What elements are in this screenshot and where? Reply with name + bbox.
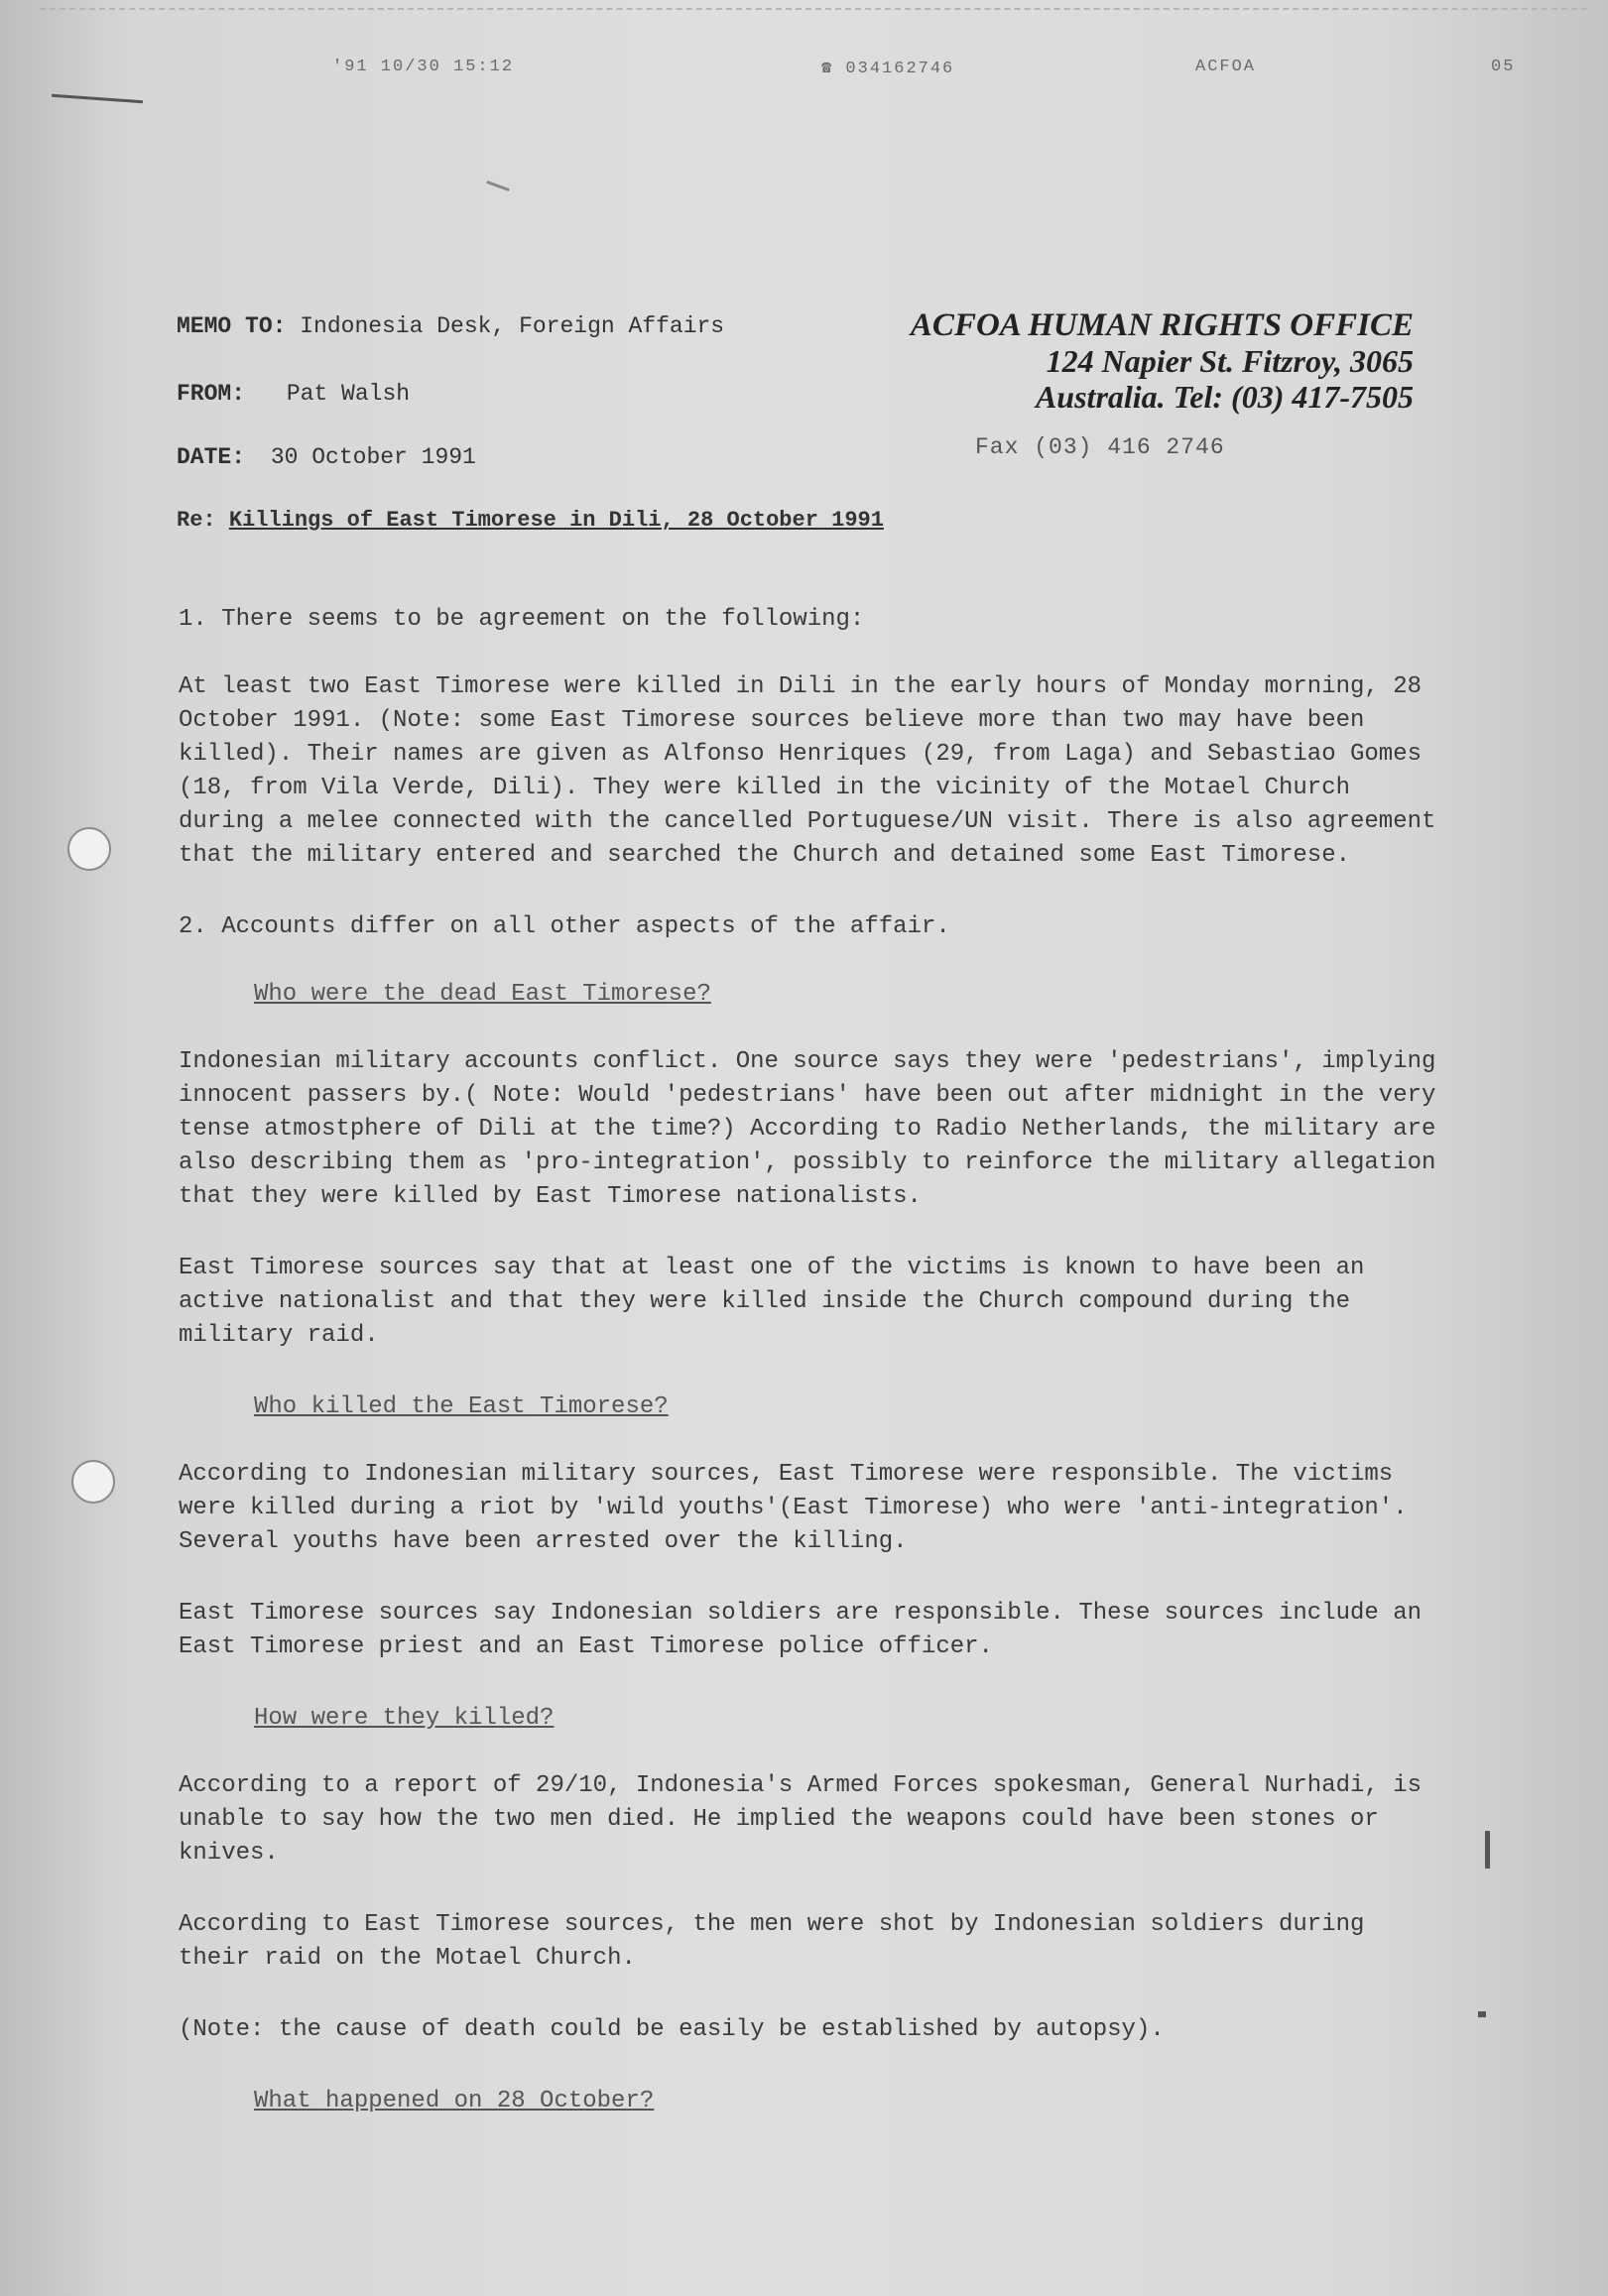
stray-mark	[52, 94, 143, 103]
fax-sender: ACFOA	[1195, 58, 1257, 76]
memo-date-label: DATE:	[177, 444, 246, 470]
heading-who-were-dead: Who were the dead East Timorese?	[254, 981, 711, 1008]
stray-mark	[1485, 1831, 1490, 1869]
fax-page-number: 05	[1491, 58, 1516, 76]
office-letterhead	[858, 307, 1414, 415]
paragraph-shot: According to East Timorese sources, the men were shot by Indonesian soldiers during their raid on the Motael Church.	[179, 1911, 1365, 1972]
paragraph-military-sources: According to Indonesian military sources, East Timorese were responsible. The victims were killed during a riot by 'wild youths'(East Timorese) who were 'anti-integration'. Several youths have been arrested over the killing.	[179, 1461, 1408, 1555]
top-edge-line	[40, 8, 1587, 10]
memo-to-value: Indonesia Desk, Foreign Affairs	[300, 313, 725, 339]
fax-header	[0, 58, 1608, 87]
memo-to-label: MEMO TO:	[177, 313, 287, 339]
paragraph-soldiers-responsible: East Timorese sources say Indonesian soldiers are responsible. These sources include an East Timorese priest and an East Timorese police officer.	[179, 1600, 1422, 1660]
memo-to-line	[177, 313, 724, 339]
memo-from-label: FROM:	[177, 381, 246, 407]
fax-timestamp: '91 10/30 15:12	[332, 58, 515, 76]
paragraph-military-accounts: Indonesian military accounts conflict. One source says they were 'pedestrians', implying innocent passers by.( Note: Would 'pedestrians' have been out after midnight in the very tense atmostphere of Dili at the time?) According to Radio Netherlands, the military are also describing them as 'pro-integration', possibly to reinforce the military allegation that they were killed by East Timorese nationalists.	[179, 1048, 1436, 1210]
stray-mark	[1478, 2011, 1486, 2017]
office-name: ACFOA HUMAN RIGHTS OFFICE	[910, 307, 1414, 343]
point-2: 2. Accounts differ on all other aspects of the affair.	[179, 913, 950, 940]
memo-date-line	[177, 444, 476, 470]
paragraph-nurhadi: According to a report of 29/10, Indonesia's Armed Forces spokesman, General Nurhadi, is unable to say how the two men died. He implied the weapons could have been stones or knives.	[179, 1772, 1422, 1867]
paragraph-agreement: At least two East Timorese were killed in Dili in the early hours of Monday morning, 28 October 1991. (Note: some East Timorese sources believe more than two may have been killed). Their names are given as Alfonso Henriques (29, from Laga) and Sebastiao Gomes (18, from Vila Verde, Dili). They were killed in the vicinity of the Motael Church during a melee connected with the cancelled Portuguese/UN visit. There is also agreement that the military entered and searched the Church and detained some East Timorese.	[179, 673, 1436, 869]
subject-label: Re:	[177, 508, 216, 533]
memo-date-value: 30 October 1991	[270, 444, 476, 470]
punch-hole	[71, 1460, 115, 1504]
memo-from-line	[177, 381, 410, 407]
heading-what-happened: What happened on 28 October?	[254, 2088, 655, 2115]
memo-body	[179, 603, 1438, 2152]
office-address: 124 Napier St. Fitzroy, 3065	[1046, 343, 1414, 379]
point-1: 1. There seems to be agreement on the following:	[179, 606, 865, 633]
subject-text: Killings of East Timorese in Dili, 28 October 1991	[228, 508, 884, 533]
heading-how-killed: How were they killed?	[254, 1705, 555, 1732]
office-phone: Australia. Tel: (03) 417-7505	[1035, 379, 1414, 415]
office-fax: Fax (03) 416 2746	[975, 434, 1225, 460]
punch-hole	[67, 827, 111, 871]
heading-who-killed: Who killed the East Timorese?	[254, 1393, 669, 1420]
fax-phone: ☎ 034162746	[821, 60, 955, 78]
paragraph-autopsy-note: (Note: the cause of death could be easily be established by autopsy).	[179, 2016, 1165, 2043]
paragraph-timorese-sources: East Timorese sources say that at least one of the victims is known to have been an active nationalist and that they were killed inside the Church compound during the military raid.	[179, 1255, 1365, 1349]
stray-mark	[486, 181, 510, 191]
memo-from-value: Pat Walsh	[286, 381, 411, 407]
subject-line	[177, 508, 884, 533]
